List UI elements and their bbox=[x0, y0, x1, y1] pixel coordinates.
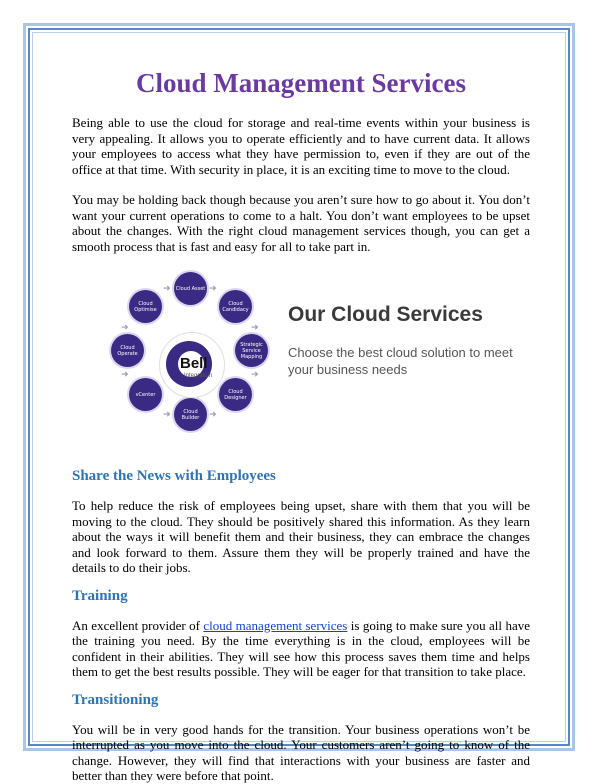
section-heading-transitioning: Transitioning bbox=[72, 691, 159, 708]
cloud-management-services-link[interactable]: cloud management services bbox=[203, 617, 348, 633]
node-cloud-optimise: Cloud Optimise bbox=[129, 290, 162, 323]
node-vcenter: vCenter bbox=[129, 378, 162, 411]
bell-integration-logo bbox=[159, 332, 225, 398]
services-cycle-diagram bbox=[107, 270, 275, 453]
intro-paragraph-1: Being able to use the cloud for storage and real-time events within your business is very appealing. It allows you to operate efficiently and to have current data. It allows your employees to access what they have permission to, even if they are out of the office at that time. With security in place, it is an exciting time to move to the cloud. bbox=[72, 115, 530, 177]
graphic-heading: Our Cloud Services bbox=[288, 303, 483, 326]
cycle-arrow-icon: ➜ bbox=[251, 370, 259, 380]
cycle-arrow-icon: ➜ bbox=[121, 323, 129, 333]
section-heading-training: Training bbox=[72, 587, 128, 604]
node-cloud-builder: Cloud Builder bbox=[174, 398, 207, 431]
cycle-arrow-icon: ➜ bbox=[251, 323, 259, 333]
node-cloud-designer: Cloud Designer bbox=[219, 378, 252, 411]
cycle-arrow-icon: ➜ bbox=[121, 370, 129, 380]
node-cloud-operate: Cloud Operate bbox=[111, 334, 144, 367]
node-cloud-candidacy: Cloud Candidacy bbox=[219, 290, 252, 323]
logo-subtext: Integration bbox=[184, 373, 213, 379]
section-body-training: An excellent provider of cloud management services is going to make sure you all have the training you need. By the time everything is in the cloud, employees will be confident in their abilities. They will see how this process saves them time and helps them to get the best results possible. They will be eager for that transition to take place. bbox=[72, 617, 530, 679]
page-title: Cloud Management Services bbox=[136, 68, 466, 98]
cloud-services-graphic bbox=[72, 270, 530, 453]
node-cloud-asset: Cloud Asset bbox=[174, 272, 207, 305]
cycle-arrow-icon: ➜ bbox=[209, 284, 217, 294]
section-body-transitioning: You will be in very good hands for the transition. Your business operations won’t be interrupted as you move into the cloud. Your customers aren’t going to know of the change. However, they will find that interactions with your business are faster and better than they were before that point. bbox=[72, 721, 530, 783]
graphic-subheading: Choose the best cloud solution to meet your business needs bbox=[288, 345, 513, 377]
section-heading-share: Share the News with Employees bbox=[72, 468, 276, 484]
section-body-share: To help reduce the risk of employees being upset, share with them that you will be moving to the cloud. They should be positively shared this information. As they learn about the ways it will benefit them and their business, they can embrace the changes and look forward to them. Assure them they will be properly trained and have the details to do their jobs. bbox=[72, 498, 530, 575]
cycle-arrow-icon: ➜ bbox=[163, 284, 171, 294]
node-strategic-service-mapping: Strategic Service Mapping bbox=[235, 334, 268, 367]
cycle-arrow-icon: ➜ bbox=[163, 410, 171, 420]
document-body bbox=[72, 66, 530, 784]
intro-paragraph-2: You may be holding back though because you aren’t sure how to go about it. You don’t want your current operations to come to a halt. You don’t want employees to be upset about the changes. With the right cloud management services though, you can get a smooth process that is fast and easy for all to take part in. bbox=[72, 192, 530, 254]
cycle-arrow-icon: ➜ bbox=[209, 410, 217, 420]
logo-text: Bell bbox=[180, 355, 208, 372]
